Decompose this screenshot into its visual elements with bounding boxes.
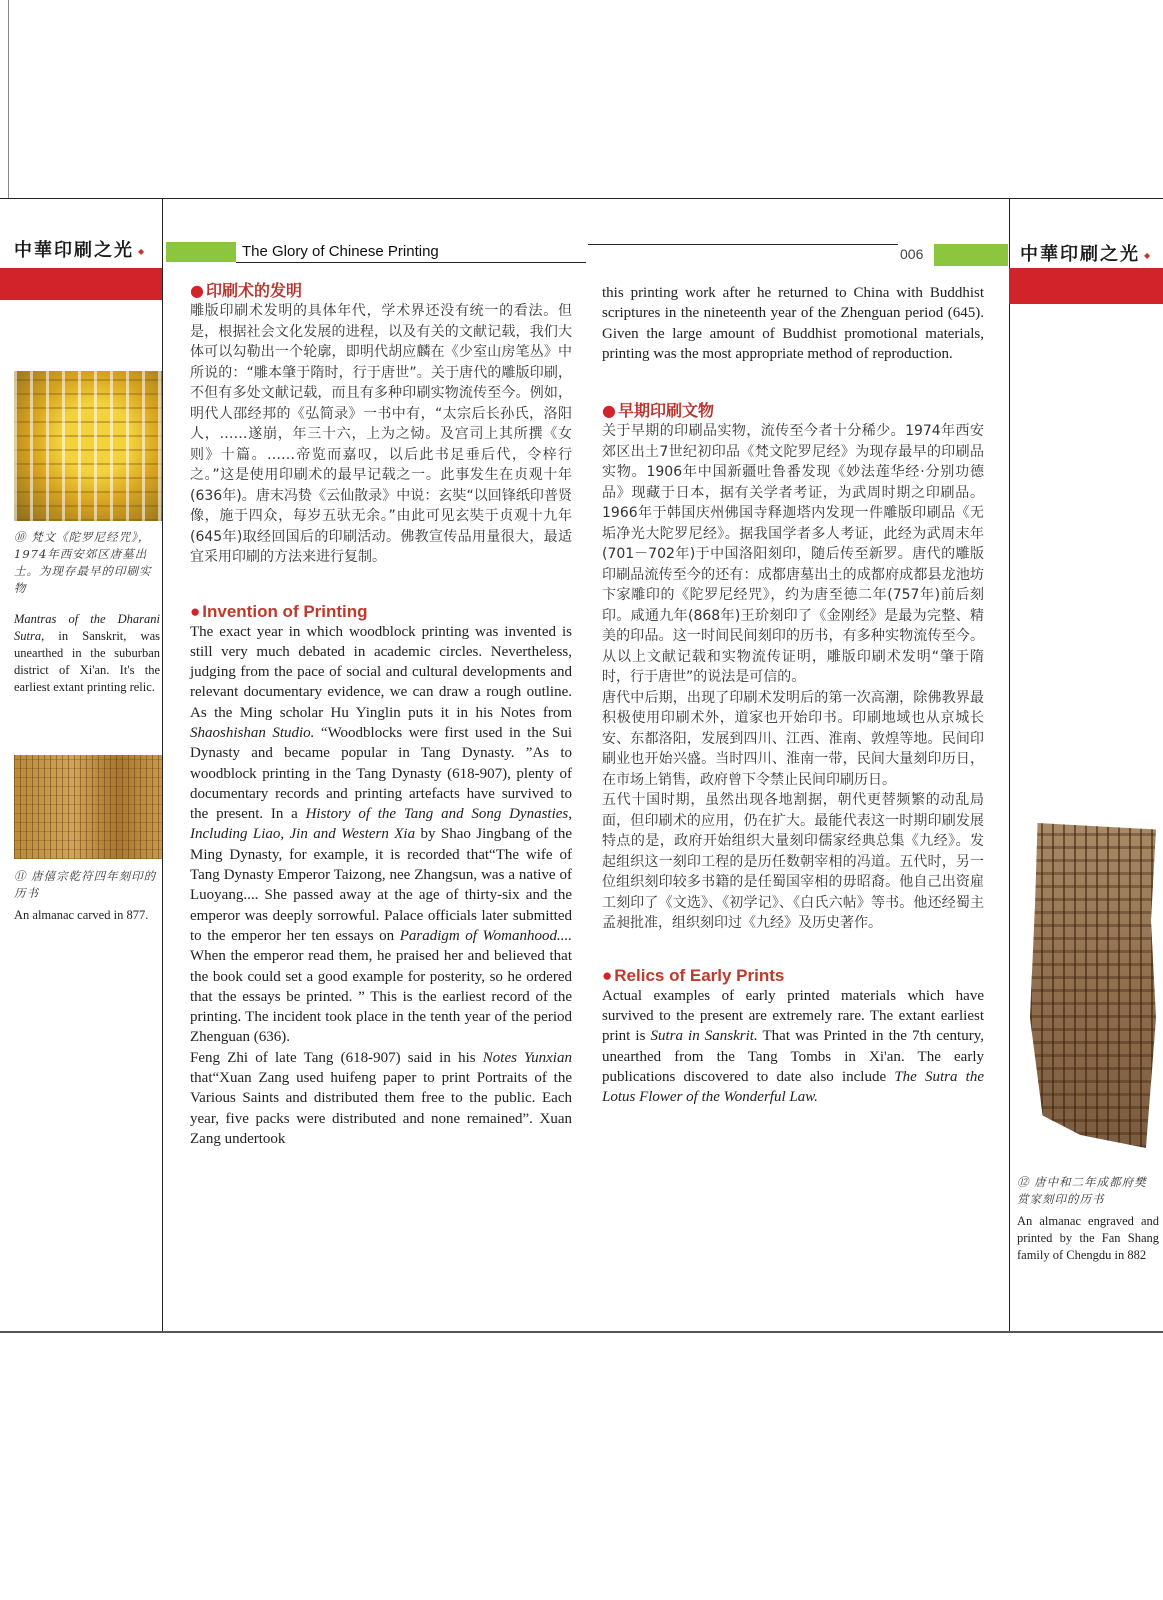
brand-left <box>14 236 144 262</box>
brand-right-text: 中華印刷之光 <box>1020 244 1140 265</box>
p2-b: that“Xuan Zang used huifeng paper to print Portraits of the Various Saints and distributed them free to the public. Each year, five packs were distributed and none remained”. Xuan Zang undertook <box>190 1070 572 1147</box>
relics-en-a: Actual examples of early printed materials which have survived to the present are extremely rare. The extant earliest print is <box>602 987 984 1045</box>
brand-seal-left: ◆ <box>138 246 145 256</box>
header-rule <box>236 262 586 263</box>
heading-relics-cn-text: 早期印刷文物 <box>617 401 714 421</box>
heading-relics-cn: ● 早期印刷文物 <box>602 401 714 421</box>
p1-i3: Paradigm of Womanhood.... <box>399 927 572 944</box>
figure10-caption-cn: ⑩ 梵文《陀罗尼经咒》，1974年西安郊区唐墓出土。为现存最早的印刷实物 <box>14 530 152 595</box>
p2-i1: Notes Yunxian <box>482 1049 572 1066</box>
figure10-caption-en-title: Mantras of the Dharani Sutra, <box>14 612 160 643</box>
p1-a: The exact year in which woodblock printing was invented is still very much debated in academic circles. Nevertheless, judging from the pace of social and cultural developments and relevant documentary evidence, we can draw a rough outline. As the Ming scholar Hu Yinglin puts it in his Notes from <box>190 623 572 721</box>
heading-invention-en-text: Invention of Printing <box>202 601 368 621</box>
heading-invention-cn: ● 印刷术的发明 <box>190 281 302 300</box>
figure10-caption-en <box>14 611 160 696</box>
spine-left-line <box>8 0 9 198</box>
column-1 <box>190 278 572 1149</box>
p1-b: “Woodblocks were first used in the Sui Dynasty and became popular in Tang Dynasty. ”As to woodblock printing in the Tang Dynasty (618-907), plenty of documentary records and printing artefacts have survived to the present. In a <box>190 724 572 823</box>
para-relics-cn-1: 关于早期的印刷品实物，流传至今者十分稀少。1974年西安郊区出土7世纪初印品《梵文陀罗尼经》为现存最早的印刷品实物。1906年中国新疆吐鲁番发现《妙法莲华经·分别功德品》现藏于日本，据有关学者考证，为武周时期之印刷品。1966年于韩国庆州佛国寺释迦塔内发现一件雕版印刷品《无垢净光大陀罗尼经》。据我国学者多人考证，此经为武周末年(701－702年)于中国洛阳刻印，随后传至新罗。唐代的雕版印刷品流传至今的还有：成都唐墓出土的成都府成都县龙池坊卞家雕印的《陀罗尼经咒》，约为唐至德二年(757年)前后刻印。咸通九年(868年)王玠刻印了《金刚经》是最为完整、精美的印品。这一时间民间刻印的历书，有多种实物流传至今。从以上文献记载和实物流传证明，雕版印刷术发明“肇于隋时，行于唐世”的说法是可信的。 <box>602 423 984 686</box>
green-band-right <box>934 244 1008 266</box>
frame-bottom-line <box>0 1331 1163 1333</box>
red-band-right <box>1009 268 1163 304</box>
p1-d: When the emperor read them, he praised her and believed that the book could set a good example for posterity, so he ordered that the essays be printed. ” This is the earliest record of the printing. The incident took place in the tenth year of the period Zhenguan (636). <box>190 948 572 1046</box>
figure12-caption-en: An almanac engraved and printed by the Fan Shang family of Chengdu in 882 <box>1017 1214 1159 1262</box>
relics-en-b: That was Printed in the 7th century, unearthed from the Tang Tombs in Xi'an. The early publications discovered to date also include <box>602 1028 984 1085</box>
figure10-caption-en-text: in Sanskrit, was unearthed in the suburban district of Xi'an. It's the earliest extant printing relic. <box>14 629 160 694</box>
frame-top-line <box>0 198 1163 199</box>
figure12-caption-cn: ⑫ 唐中和二年成都府樊赏家刻印的历书 <box>1017 1175 1147 1206</box>
column-2 <box>602 283 984 1107</box>
para-relics-cn-3: 五代十国时期，虽然出现各地割据，朝代更替频繁的动乱局面，但印刷术的应用，仍在扩大。最能代表这一时期印刷发展特点的是，政府开始组织大量刻印儒家经典总集《九经》。发起组织这一刻印工程的是历任数朝宰相的冯道。五代时，另一位组织刻印较多书籍的是任蜀国宰相的毋昭裔。他自己出资雇工刻印了《文选》、《初学记》、《白氏六帖》等书。他还经蜀主孟昶批准，组织刻印过《九经》及历史著作。 <box>602 792 984 932</box>
heading-relics-en-text: Relics of Early Prints <box>614 965 785 985</box>
heading-relics-en: ● Relics of Early Prints <box>602 965 785 985</box>
brand-left-text: 中華印刷之光 <box>14 240 134 261</box>
relics-en-i2: The Sutra the Lotus Flower of the Wonderful Law. <box>602 1068 984 1106</box>
green-band-left <box>166 242 236 262</box>
heading-invention-cn-text: 印刷术的发明 <box>205 281 302 300</box>
header-title: The Glory of Chinese Printing <box>242 243 439 260</box>
para-continued-en: this printing work after he returned to China with Buddhist scriptures in the nineteenth year of the Zhenguan period (645). Given the large amount of Buddhist promotional materials, printing was the most appropriate method of reproduction. <box>602 285 984 362</box>
brand-right <box>1020 240 1150 266</box>
para-invention-cn: 雕版印刷术发明的具体年代，学术界还没有统一的看法。但是，根据社会文化发展的进程，以及有关的文献记载，我们大体可以勾勒出一个轮廓，即明代胡应麟在《少室山房笔丛》中所说的：“雕本肇于隋时，行于唐世”。关于唐代的雕版印刷，不但有多处文献记载，而且有多种印刷实物流传至今。例如，明代人邵经邦的《弘简录》一书中有，“太宗后长孙氏，洛阳人，……遂崩，年三十六，上为之恸。及宫司上其所撰《女则》十篇。……帝览而嘉叹，以后此书足垂后代，令梓行之。”这是使用印刷术的最早记载之一。此事发生在贞观十年(636年)。唐末冯贽《云仙散录》中说：玄奘“以回锋纸印普贤像，施于四众，每岁五驮无余。”由此可见玄奘于贞观十九年(645年)取经回国后的印刷活动。佛教宣传品用量很大，最适宜采用印刷的方法来进行复制。 <box>190 303 572 565</box>
figure11-almanac-877-image <box>14 755 162 859</box>
figure11-caption-cn: ⑪ 唐僖宗乾符四年刻印的历书 <box>14 869 157 900</box>
para-invention-en-1 <box>190 622 572 1048</box>
figure11-caption-en: An almanac carved in 877. <box>14 908 149 922</box>
page-number: 006 <box>900 246 924 262</box>
header-rule-right <box>588 244 898 245</box>
figure12-almanac-882-image <box>1030 823 1156 1148</box>
para-relics-en <box>602 986 984 1108</box>
figure10-dharani-sutra-image <box>14 371 162 521</box>
relics-en-i1: Sutra in Sanskrit. <box>650 1028 758 1045</box>
p1-i2: History of the Tang and Song Dynasties, Including Liao, Jin and Western Xia <box>190 806 572 843</box>
para-invention-en-2 <box>190 1048 572 1149</box>
p2-a: Feng Zhi of late Tang (618-907) said in his <box>190 1049 483 1066</box>
heading-invention-en: ● Invention of Printing <box>190 601 368 621</box>
left-margin-divider <box>162 198 163 1331</box>
para-relics-cn-2: 唐代中后期，出现了印刷术发明后的第一次高潮，除佛教界最积极使用印刷术外，道家也开始印书。印刷地域也从京城长安、东都洛阳，发展到四川、江西、淮南、敦煌等地。民间印刷业也开始兴盛。当时四川、淮南一带，民间大量刻印历日，在市场上销售，政府曾下令禁止民间印刷历日。 <box>602 689 984 788</box>
p1-i1: Shaoshishan Studio. <box>190 724 315 741</box>
p1-c: by Shao Jingbang of the Ming Dynasty, for example, it is recorded that“The wife of Tang Dynasty Emperor Taizong, nee Zhangsun, was a native of Luoyang.... She passed away at the age of thirty-six and the emperor was deeply sorrowful. Palace officials later submitted to the emperor her ten essays on <box>190 826 572 944</box>
red-band-left <box>0 268 162 300</box>
right-margin-divider <box>1009 198 1010 1331</box>
brand-seal-right: ◆ <box>1144 250 1151 260</box>
